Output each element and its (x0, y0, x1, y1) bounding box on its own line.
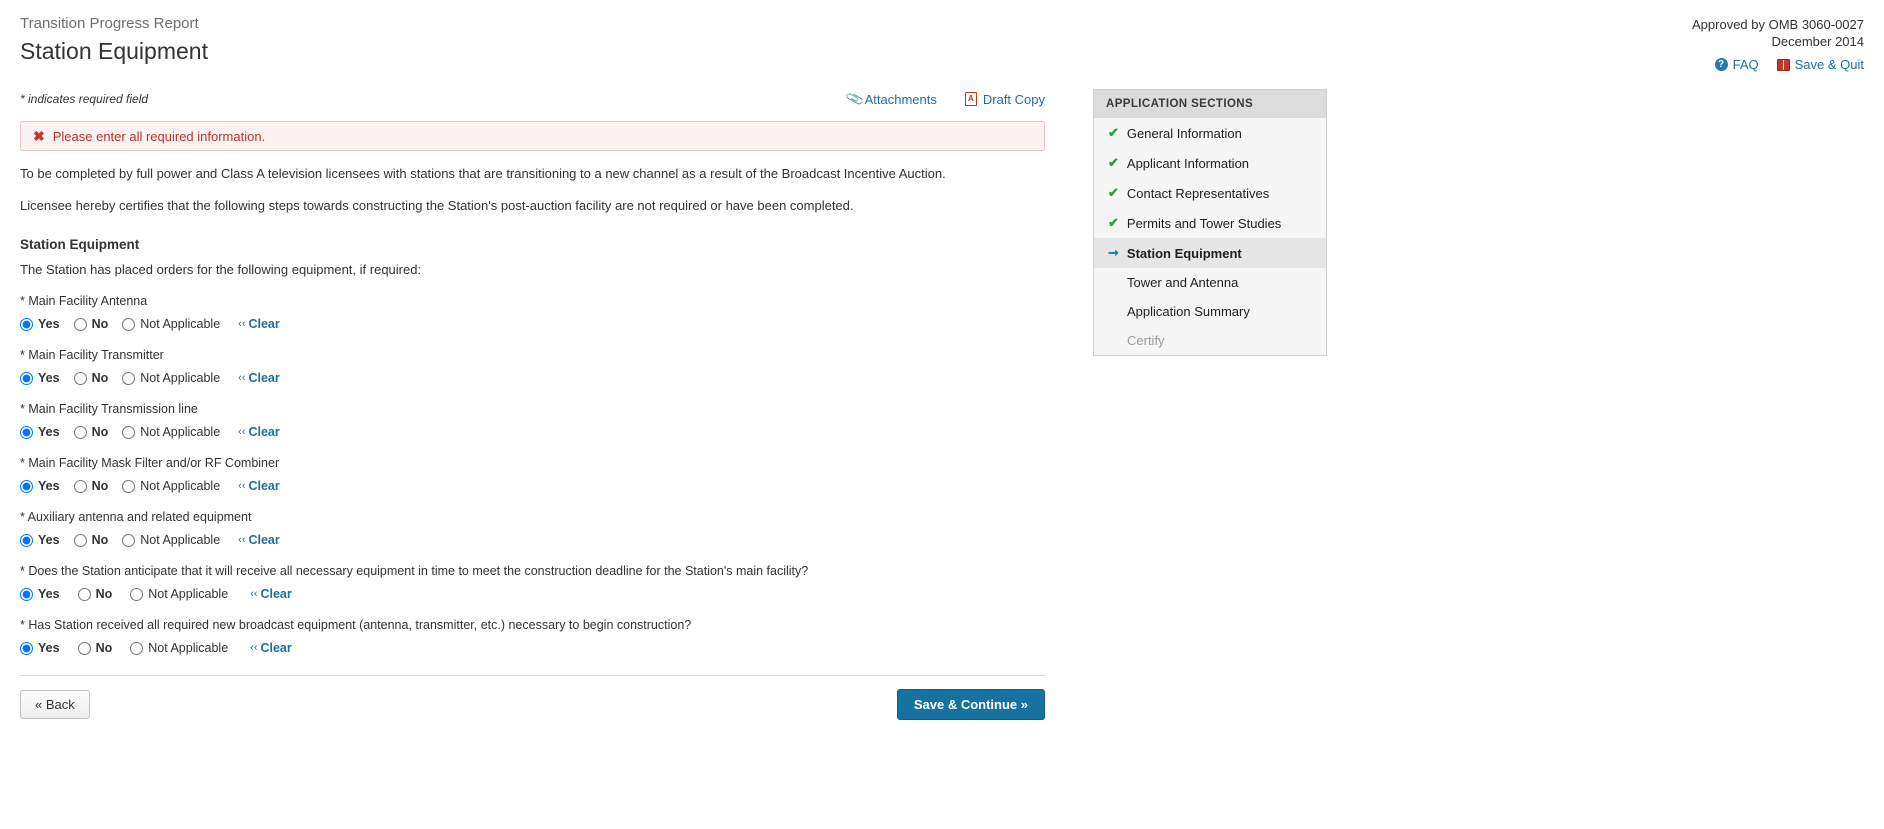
question-text: Main Facility Transmission line (28, 402, 198, 416)
clear-label: Clear (248, 425, 280, 439)
clear-label: Clear (248, 317, 280, 331)
option-yes-label: Yes (38, 641, 60, 655)
back-button[interactable]: « Back (20, 690, 90, 719)
option-not-applicable[interactable] (122, 425, 220, 439)
radio-no[interactable] (74, 534, 87, 547)
question-label (20, 617, 1045, 633)
header-meta (1692, 14, 1864, 73)
question-main-facility-transmission-line (20, 401, 1045, 439)
option-not-applicable-label: Not Applicable (140, 371, 221, 385)
option-not-applicable[interactable] (130, 641, 228, 655)
question-text: Main Facility Antenna (28, 294, 148, 308)
option-yes[interactable] (20, 425, 60, 439)
sidebar-item-application-summary[interactable] (1094, 297, 1326, 326)
application-sections-panel (1093, 89, 1327, 356)
header-titles (20, 14, 208, 66)
option-no-label: No (95, 641, 113, 655)
required-field-note: * indicates required field (20, 92, 149, 106)
option-not-applicable[interactable] (130, 587, 228, 601)
option-yes-label: Yes (38, 317, 60, 331)
content-toolbar-actions (844, 88, 1045, 109)
sidebar-item-label: Applicant Information (1126, 155, 1250, 171)
clear-link[interactable] (238, 425, 280, 439)
main-content (20, 89, 1045, 720)
intro-paragraph-2: Licensee hereby certifies that the following steps towards constructing the Station's post-auction facility are not required or have been completed. (20, 198, 854, 213)
sidebar-item-general-information[interactable] (1094, 118, 1326, 148)
radio-not-applicable[interactable] (130, 588, 143, 601)
question-label (20, 509, 1045, 525)
sidebar-item-label: Tower and Antenna (1127, 275, 1239, 290)
draft-copy-link[interactable] (965, 92, 1045, 107)
option-no[interactable] (74, 533, 109, 547)
question-label (20, 347, 1045, 363)
check-icon: ✔ (1108, 125, 1119, 140)
save-and-continue-button[interactable]: Save & Continue » (897, 689, 1045, 720)
option-no-label: No (91, 479, 109, 493)
question-label (20, 293, 1045, 309)
clear-link[interactable] (238, 533, 280, 547)
clear-label: Clear (260, 587, 292, 601)
form-footer (20, 675, 1045, 720)
radio-no[interactable] (74, 426, 87, 439)
clear-label: Clear (248, 533, 280, 547)
content-toolbar (20, 89, 1045, 109)
question-text: Does the Station anticipate that it will receive all necessary equipment in time to meet the construction deadline for the Station's main facility? (28, 564, 809, 578)
required-marker: * (20, 618, 25, 632)
option-not-applicable[interactable] (122, 371, 220, 385)
option-no-label: No (91, 317, 109, 331)
option-not-applicable-label: Not Applicable (148, 587, 229, 601)
clear-label: Clear (260, 641, 292, 655)
double-chevron-left-icon: ‹‹ (238, 372, 246, 384)
radio-yes[interactable] (20, 642, 33, 655)
faq-label: FAQ (1732, 57, 1759, 72)
omb-approval-line: Approved by OMB 3060-0027 (1692, 17, 1864, 32)
options-row (20, 587, 1045, 601)
option-no-label: No (91, 425, 109, 439)
attachments-label: Attachments (864, 91, 937, 107)
option-yes-label: Yes (38, 533, 60, 547)
option-not-applicable-label: Not Applicable (140, 479, 221, 493)
question-received-equipment (20, 617, 1045, 655)
attachments-link[interactable] (844, 88, 937, 109)
clear-link[interactable] (238, 317, 280, 331)
option-yes[interactable] (20, 371, 60, 385)
required-marker: * (20, 564, 25, 578)
radio-no[interactable] (74, 318, 87, 331)
option-yes[interactable] (20, 587, 60, 601)
option-not-applicable-label: Not Applicable (140, 425, 221, 439)
sidebar-item-label: Contact Representatives (1126, 185, 1270, 201)
option-no[interactable] (74, 479, 109, 493)
double-chevron-left-icon: ‹‹ (250, 588, 258, 600)
question-main-facility-transmitter (20, 347, 1045, 385)
radio-not-applicable[interactable] (122, 426, 135, 439)
sidebar-item-station-equipment[interactable] (1094, 238, 1326, 268)
radio-not-applicable[interactable] (130, 642, 143, 655)
radio-no[interactable] (74, 480, 87, 493)
option-not-applicable[interactable] (122, 533, 220, 547)
sidebar (1093, 89, 1327, 356)
required-marker: * (20, 348, 25, 362)
radio-yes[interactable] (20, 588, 33, 601)
option-yes-label: Yes (38, 425, 60, 439)
radio-yes[interactable] (20, 318, 33, 331)
validation-alert-message: Please enter all required information. (52, 128, 266, 144)
error-x-icon: ✖ (33, 127, 45, 144)
option-yes[interactable] (20, 533, 60, 547)
radio-yes[interactable] (20, 534, 33, 547)
options-row (20, 479, 1045, 493)
option-yes-label: Yes (38, 371, 60, 385)
radio-not-applicable[interactable] (122, 534, 135, 547)
section-lead-in: The Station has placed orders for the following equipment, if required: (20, 262, 422, 277)
option-no-label: No (91, 533, 109, 547)
option-no[interactable] (74, 317, 109, 331)
page-title: Station Equipment (20, 38, 208, 64)
sidebar-item-label: Station Equipment (1126, 245, 1242, 261)
double-chevron-left-icon: ‹‹ (250, 642, 258, 654)
question-auxiliary-antenna (20, 509, 1045, 547)
radio-not-applicable[interactable] (122, 372, 135, 385)
radio-yes[interactable] (20, 426, 33, 439)
check-icon: ✔ (1108, 215, 1119, 230)
option-yes-label: Yes (38, 479, 60, 493)
save-and-quit-label: Save & Quit (1794, 57, 1864, 72)
clear-link[interactable] (238, 479, 280, 493)
required-marker: * (20, 456, 25, 470)
sidebar-item-tower-and-antenna[interactable] (1094, 268, 1326, 297)
clear-link[interactable] (250, 587, 292, 601)
section-heading: Station Equipment (20, 237, 140, 252)
intro-paragraph-1: To be completed by full power and Class A television licensees with stations that are transitioning to a new channel as a result of the Broadcast Incentive Auction. (20, 166, 946, 181)
question-main-facility-antenna (20, 293, 1045, 331)
sidebar-item-label: General Information (1126, 125, 1242, 141)
options-row (20, 425, 1045, 439)
double-chevron-left-icon: ‹‹ (238, 318, 246, 330)
question-equipment-in-time (20, 563, 1045, 601)
option-yes[interactable] (20, 317, 60, 331)
options-row (20, 533, 1045, 547)
question-circle-icon: ? (1715, 58, 1728, 71)
option-yes[interactable] (20, 479, 60, 493)
pdf-icon: A (965, 92, 977, 106)
check-icon: ✔ (1108, 185, 1119, 200)
radio-yes[interactable] (20, 480, 33, 493)
application-sections-header: APPLICATION SECTIONS (1094, 90, 1326, 118)
option-not-applicable[interactable] (122, 479, 220, 493)
check-icon: ✔ (1108, 155, 1119, 170)
double-chevron-left-icon: ‹‹ (238, 480, 246, 492)
radio-not-applicable[interactable] (122, 318, 135, 331)
question-text: Main Facility Mask Filter and/or RF Combiner (28, 456, 280, 470)
form-name: Transition Progress Report (20, 15, 199, 32)
radio-no[interactable] (78, 588, 91, 601)
option-yes[interactable] (20, 641, 60, 655)
options-row (20, 317, 1045, 331)
paperclip-icon: 📎 (844, 88, 865, 109)
radio-no[interactable] (78, 642, 91, 655)
radio-not-applicable[interactable] (122, 480, 135, 493)
required-marker: * (20, 510, 25, 524)
sidebar-item-contact-representatives[interactable] (1094, 178, 1326, 208)
question-label (20, 401, 1045, 417)
option-no[interactable] (74, 371, 109, 385)
option-not-applicable-label: Not Applicable (140, 317, 221, 331)
double-chevron-left-icon: ‹‹ (238, 534, 246, 546)
required-marker: * (20, 402, 25, 416)
question-label (20, 563, 1045, 579)
question-text: Main Facility Transmitter (28, 348, 164, 362)
validation-alert (20, 121, 1045, 151)
question-text: Auxiliary antenna and related equipment (27, 510, 252, 524)
option-yes-label: Yes (38, 587, 60, 601)
faq-link[interactable] (1715, 56, 1759, 73)
page-header (0, 0, 1884, 73)
radio-yes[interactable] (20, 372, 33, 385)
double-chevron-left-icon: ‹‹ (238, 426, 246, 438)
question-text: Has Station received all required new broadcast equipment (antenna, transmitter, etc.) necessary to begin construction? (28, 618, 692, 632)
arrow-right-icon: ➞ (1108, 245, 1119, 260)
book-icon (1777, 59, 1790, 71)
sidebar-item-label: Application Summary (1127, 304, 1250, 319)
question-mask-filter-rf-combiner (20, 455, 1045, 493)
page-body (0, 89, 1884, 720)
option-no-label: No (95, 587, 113, 601)
sidebar-item-certify (1094, 326, 1326, 355)
save-and-quit-link[interactable] (1777, 56, 1864, 73)
radio-no[interactable] (74, 372, 87, 385)
option-no-label: No (91, 371, 109, 385)
sidebar-item-permits-and-tower-studies[interactable] (1094, 208, 1326, 238)
sidebar-item-applicant-information[interactable] (1094, 148, 1326, 178)
options-row (20, 371, 1045, 385)
required-marker: * (20, 294, 25, 308)
option-no[interactable] (74, 425, 109, 439)
option-not-applicable-label: Not Applicable (148, 641, 229, 655)
sidebar-item-label: Certify (1127, 333, 1165, 348)
header-links (1692, 56, 1864, 73)
options-row (20, 641, 1045, 655)
clear-label: Clear (248, 371, 280, 385)
option-no[interactable] (78, 641, 113, 655)
draft-copy-label: Draft Copy (982, 91, 1045, 107)
omb-date-line: December 2014 (1771, 34, 1864, 49)
clear-label: Clear (248, 479, 280, 493)
clear-link[interactable] (238, 371, 280, 385)
option-not-applicable[interactable] (122, 317, 220, 331)
clear-link[interactable] (250, 641, 292, 655)
option-not-applicable-label: Not Applicable (140, 533, 221, 547)
question-label (20, 455, 1045, 471)
option-no[interactable] (78, 587, 113, 601)
sidebar-item-label: Permits and Tower Studies (1126, 215, 1282, 231)
